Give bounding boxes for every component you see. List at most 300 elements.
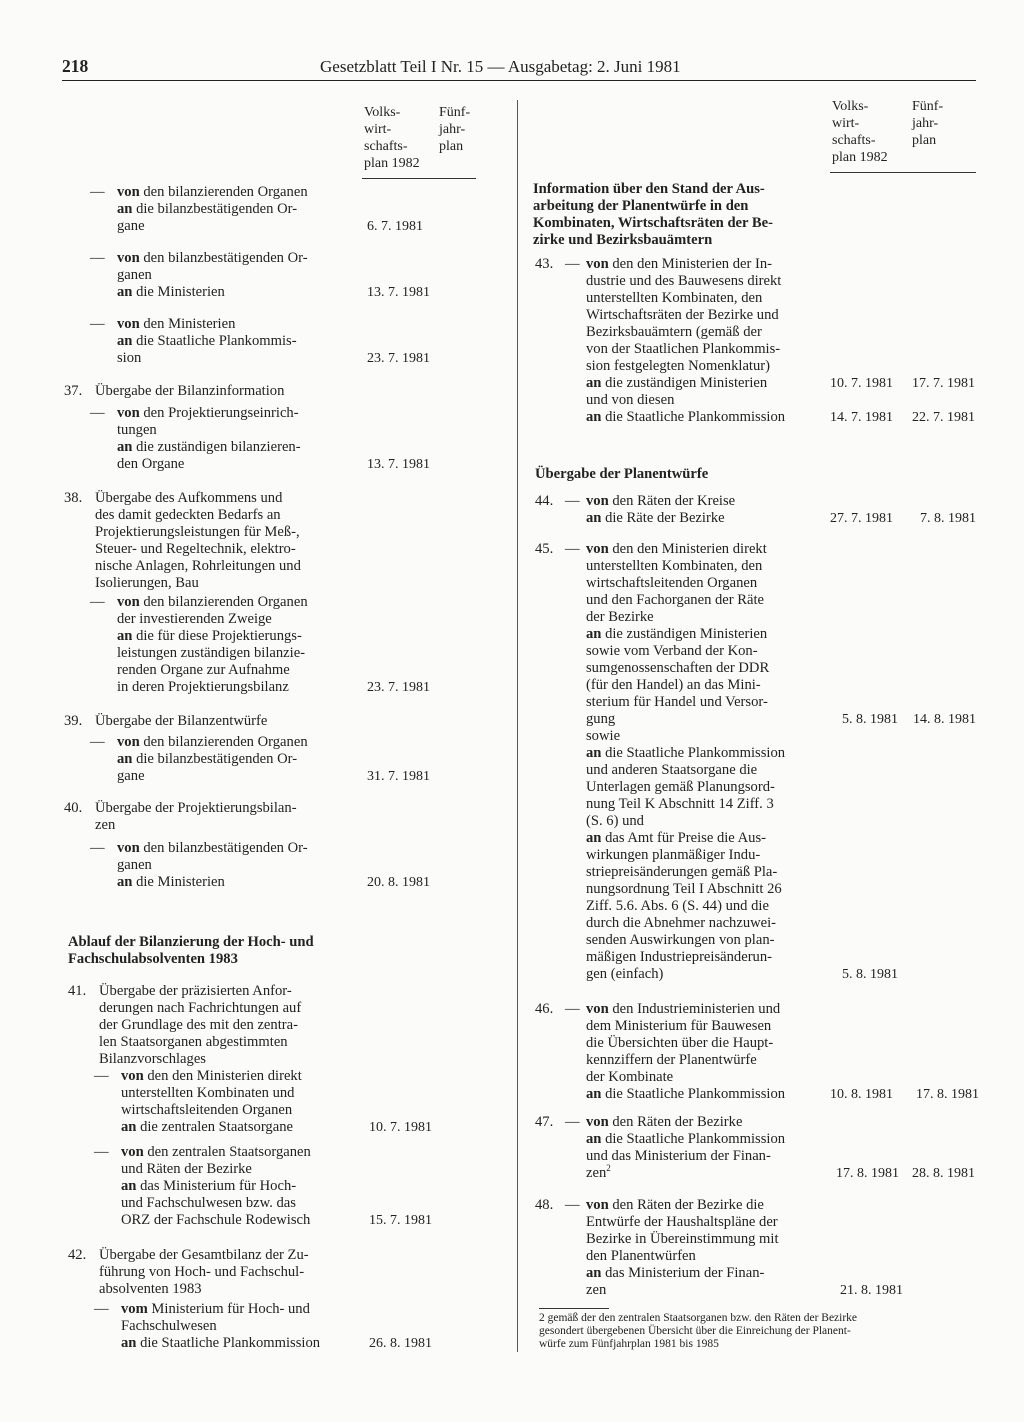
text-line <box>117 611 357 628</box>
footnote <box>539 1312 989 1351</box>
text-line <box>586 1148 826 1165</box>
text-fragment: den den Ministerien direkt <box>608 541 767 557</box>
entry-number: 44. <box>535 493 554 509</box>
text-line <box>586 392 826 409</box>
keyword: von <box>117 184 140 200</box>
keyword: an <box>586 830 602 846</box>
text-line <box>586 813 826 830</box>
date-value: 5. 8. 1981 <box>842 712 898 727</box>
entry-text <box>586 1001 826 1103</box>
text-line <box>95 575 417 592</box>
column-divider <box>517 100 518 1352</box>
text-line <box>586 966 826 983</box>
text-fragment: leistungen zuständigen bilanzie- <box>117 645 306 661</box>
text-line <box>95 490 417 507</box>
keyword: von <box>117 250 140 266</box>
text-line <box>586 1018 826 1035</box>
date-value: 17. 7. 1981 <box>912 376 975 391</box>
footnote-rule <box>539 1308 609 1309</box>
text-line <box>586 915 826 932</box>
keyword: von <box>117 734 140 750</box>
entry-number: 42. <box>68 1247 87 1263</box>
text-fragment: die Übersichten über die Haupt- <box>586 1035 774 1051</box>
keyword: an <box>117 628 133 644</box>
keyword: von <box>586 1197 609 1213</box>
entry-text <box>121 1144 361 1229</box>
date-value: 21. 8. 1981 <box>840 1283 903 1298</box>
text-line <box>117 628 357 645</box>
keyword: von <box>121 1068 144 1084</box>
text-line <box>99 983 359 1000</box>
text-fragment: den bilanzierenden Organen <box>139 184 308 200</box>
text-fragment: die Staatliche Plankommission <box>136 1335 321 1351</box>
heading-line: Ablauf der Bilanzierung der Hoch- und <box>68 934 314 950</box>
entry-text <box>121 1068 361 1136</box>
text-line <box>586 949 826 966</box>
text-line <box>117 422 357 439</box>
keyword: an <box>586 626 602 642</box>
text-line <box>117 840 357 857</box>
text-fragment: der Grundlage des mit den zentra- <box>99 1017 298 1033</box>
text-line <box>586 711 826 728</box>
date-value: 14. 7. 1981 <box>830 410 893 425</box>
text-line <box>586 1114 826 1131</box>
date-value: 31. 7. 1981 <box>367 769 430 784</box>
dash-marker: — <box>94 1144 109 1160</box>
dash-marker: — <box>90 184 105 200</box>
text-line <box>586 324 826 341</box>
date-value: 10. 7. 1981 <box>369 1120 432 1135</box>
text-line <box>586 1086 826 1103</box>
text-line <box>586 694 826 711</box>
text-line <box>99 1051 359 1068</box>
header-line: wirt- <box>364 122 392 137</box>
text-fragment: Isolierungen, Bau <box>95 575 199 591</box>
entry-number: 45. <box>535 541 554 557</box>
right-header-rule <box>830 172 976 173</box>
text-line <box>117 250 357 267</box>
date-value: 17. 8. 1981 <box>836 1166 899 1181</box>
text-line <box>586 307 826 324</box>
header-line: Volks- <box>364 105 401 120</box>
entry-text <box>586 493 826 527</box>
fjp-header <box>912 98 943 149</box>
text-line <box>121 1144 361 1161</box>
text-fragment: und anderen Staatsorgane die <box>586 762 758 778</box>
text-line <box>586 677 826 694</box>
text-line <box>99 1281 359 1298</box>
text-line <box>586 796 826 813</box>
text-fragment: sion festgelegten Nomenklatur) <box>586 358 770 374</box>
keyword: von <box>117 405 140 421</box>
header-line: Volks- <box>832 99 869 114</box>
text-fragment: striepreisänderungen gemäß Pla- <box>586 864 778 880</box>
text-fragment: Übergabe der Bilanzinformation <box>95 383 285 399</box>
text-line <box>586 1265 826 1282</box>
text-fragment: mäßigen Industriepreisänderun- <box>586 949 773 965</box>
text-fragment: Bezirksbauämtern (gemäß der <box>586 324 762 340</box>
text-fragment: den bilanzierenden Organen <box>139 734 308 750</box>
text-line <box>586 1214 826 1231</box>
date-value: 27. 7. 1981 <box>830 511 893 526</box>
keyword: an <box>117 201 133 217</box>
text-fragment: das Ministerium für Hoch- <box>136 1178 297 1194</box>
text-fragment: sterium für Handel und Versor- <box>586 694 768 710</box>
text-fragment: die zuständigen bilanzieren- <box>132 439 301 455</box>
entry-number: 37. <box>64 383 83 399</box>
text-fragment: nungsordnung Teil I Abschnitt 26 <box>586 881 782 897</box>
text-fragment: sowie <box>586 728 621 744</box>
text-line <box>586 409 826 426</box>
entry-text <box>117 250 357 301</box>
text-line <box>117 768 357 785</box>
keyword: von <box>117 840 140 856</box>
text-line <box>121 1212 361 1229</box>
text-fragment: ganen <box>117 857 152 873</box>
text-line <box>586 1282 826 1299</box>
text-fragment: Übergabe der Projektierungsbilan- <box>95 800 297 816</box>
text-line <box>117 456 357 473</box>
text-fragment: Unterlagen gemäß Planungsord- <box>586 779 775 795</box>
keyword: von <box>586 1001 609 1017</box>
text-fragment: der Bezirke <box>586 609 654 625</box>
text-fragment: dustrie und des Bauwesens direkt <box>586 273 782 289</box>
keyword: an <box>586 409 602 425</box>
text-fragment: in deren Projektierungsbilanz <box>117 679 289 695</box>
dash-marker: — <box>90 840 105 856</box>
text-fragment: den bilanzierenden Organen <box>139 594 308 610</box>
dash-marker: — <box>94 1068 109 1084</box>
text-fragment: die zentralen Staatsorgane <box>136 1119 293 1135</box>
text-line <box>95 558 417 575</box>
text-fragment: Bilanzvorschlages <box>99 1051 206 1067</box>
text-line <box>121 1102 361 1119</box>
text-line <box>117 267 357 284</box>
text-fragment: Übergabe des Aufkommens und <box>95 490 283 506</box>
text-fragment: den Ministerien <box>139 316 236 332</box>
text-line <box>586 592 826 609</box>
text-line <box>117 333 357 350</box>
text-line <box>95 507 417 524</box>
keyword: von <box>586 256 609 272</box>
dash-marker: — <box>94 1301 109 1317</box>
text-line <box>586 358 826 375</box>
text-fragment: Ziff. 5.6. Abs. 6 (S. 44) und die <box>586 898 769 914</box>
text-line <box>121 1161 361 1178</box>
text-line <box>121 1119 361 1136</box>
heading-line: Information über den Stand der Aus- <box>533 181 765 197</box>
text-fragment: den bilanzbestätigenden Or- <box>139 840 308 856</box>
page-number: 218 <box>62 56 89 76</box>
text-line <box>99 1247 359 1264</box>
text-line <box>117 679 357 696</box>
keyword: von <box>586 493 609 509</box>
keyword: an <box>117 333 133 349</box>
entry-number: 46. <box>535 1001 554 1017</box>
text-line <box>117 751 357 768</box>
text-line <box>117 316 357 333</box>
text-line <box>586 728 826 745</box>
text-line <box>99 1000 359 1017</box>
text-fragment: Übergabe der Gesamtbilanz der Zu- <box>99 1247 309 1263</box>
date-value: 10. 7. 1981 <box>830 376 893 391</box>
text-line <box>586 541 826 558</box>
text-line <box>586 847 826 864</box>
text-fragment: und Räten der Bezirke <box>121 1161 252 1177</box>
text-line <box>121 1178 361 1195</box>
vwp-header <box>832 98 888 166</box>
date-value: 5. 8. 1981 <box>842 967 898 982</box>
text-fragment: zen <box>95 817 116 833</box>
text-fragment: führung von Hoch- und Fachschul- <box>99 1264 305 1280</box>
text-fragment: die bilanzbestätigenden Or- <box>132 751 298 767</box>
entry-number: 38. <box>64 490 83 506</box>
entry-text <box>99 983 359 1068</box>
keyword: von <box>121 1144 144 1160</box>
text-fragment: den Räten der Bezirke die <box>608 1197 764 1213</box>
heading-line: zirke und Bezirksbauämtern <box>533 232 713 248</box>
text-fragment: kennziffern der Planentwürfe <box>586 1052 757 1068</box>
text-line <box>117 284 357 301</box>
text-fragment: den Industrieministerien und <box>608 1001 781 1017</box>
text-line <box>586 1231 826 1248</box>
text-line <box>117 439 357 456</box>
heading-line: arbeitung der Planentwürfe in den <box>533 198 749 214</box>
text-line <box>586 273 826 290</box>
section-heading-information <box>533 181 773 249</box>
text-line <box>95 713 417 730</box>
entry-number: 47. <box>535 1114 554 1130</box>
text-line <box>586 864 826 881</box>
entry-text <box>586 1197 826 1299</box>
text-fragment: unterstellten Kombinaten, den <box>586 558 763 574</box>
text-line <box>117 405 357 422</box>
text-line <box>586 643 826 660</box>
text-line <box>121 1301 361 1318</box>
text-fragment: die zuständigen Ministerien <box>601 626 768 642</box>
entry-text <box>117 184 357 235</box>
date-value: 7. 8. 1981 <box>920 511 976 526</box>
entry-number: 39. <box>64 713 83 729</box>
text-fragment: die Staatliche Plankommission <box>601 1086 786 1102</box>
entry-number: 43. <box>535 256 554 272</box>
keyword: an <box>586 745 602 761</box>
text-fragment: den zentralen Staatsorganen <box>143 1144 311 1160</box>
section-heading-uebergabe: Übergabe der Planentwürfe <box>535 466 709 482</box>
keyword: an <box>117 439 133 455</box>
text-fragment: Bezirke in Übereinstimmung mit <box>586 1231 779 1247</box>
text-line <box>117 594 357 611</box>
text-fragment: des damit gedeckten Bedarfs an <box>95 507 281 523</box>
text-fragment: die Staatliche Plankommis- <box>132 333 297 349</box>
text-line <box>586 745 826 762</box>
keyword: an <box>586 1086 602 1102</box>
text-fragment: den den Ministerien direkt <box>143 1068 302 1084</box>
text-fragment: gung <box>586 711 616 727</box>
text-line <box>121 1335 361 1352</box>
date-value: 14. 8. 1981 <box>913 712 976 727</box>
entry-text <box>95 800 417 834</box>
footnote-line: gesondert übergebenen Übersicht über die Einreichung der Planent- <box>539 1325 851 1337</box>
text-line <box>586 1248 826 1265</box>
text-line <box>586 609 826 626</box>
text-fragment: sumgenossenschaften der DDR <box>586 660 770 676</box>
text-line <box>95 524 417 541</box>
text-fragment: das Amt für Preise die Aus- <box>601 830 766 846</box>
text-fragment: der Kombinate <box>586 1069 674 1085</box>
date-value: 23. 7. 1981 <box>367 680 430 695</box>
text-fragment: und den Fachorganen der Räte <box>586 592 765 608</box>
text-fragment: len Staatsorganen abgestimmten <box>99 1034 288 1050</box>
dash-marker: — <box>90 734 105 750</box>
running-title: Gesetzblatt Teil I Nr. 15 — Ausgabetag: 2. Juni 1981 <box>320 57 681 76</box>
text-fragment: der investierenden Zweige <box>117 611 272 627</box>
text-line <box>117 662 357 679</box>
header-line: wirt- <box>832 116 860 131</box>
fjp-header <box>439 104 470 155</box>
dash-marker: — <box>565 256 580 272</box>
keyword: an <box>117 751 133 767</box>
text-line <box>117 218 357 235</box>
date-value: 15. 7. 1981 <box>369 1213 432 1228</box>
entry-text <box>95 490 417 592</box>
header-line: schafts- <box>364 139 408 154</box>
keyword: vom <box>121 1301 148 1317</box>
date-value: 28. 8. 1981 <box>912 1166 975 1181</box>
text-fragment: Projektierungsleistungen für Meß-, <box>95 524 300 540</box>
text-line <box>586 1069 826 1086</box>
text-fragment: den den Ministerien der In- <box>608 256 773 272</box>
text-fragment: und das Ministerium der Finan- <box>586 1148 771 1164</box>
text-line <box>586 290 826 307</box>
text-fragment: wirtschaftsleitenden Organen <box>121 1102 293 1118</box>
text-line <box>121 1068 361 1085</box>
text-fragment: wirkungen planmäßiger Indu- <box>586 847 761 863</box>
text-fragment: nische Anlagen, Rohrleitungen und <box>95 558 301 574</box>
text-line <box>586 898 826 915</box>
entry-number: 48. <box>535 1197 554 1213</box>
dash-marker: — <box>90 316 105 332</box>
text-fragment: zen <box>586 1282 607 1298</box>
text-fragment: das Ministerium der Finan- <box>601 1265 765 1281</box>
date-value: 13. 7. 1981 <box>367 285 430 300</box>
text-fragment: zen <box>586 1165 607 1181</box>
footnote-line: 2 gemäß der den zentralen Staatsorganen bzw. den Räten der Bezirke <box>539 1312 858 1324</box>
text-fragment: den Projektierungseinrich- <box>139 405 299 421</box>
header-line: jahr- <box>439 122 466 137</box>
text-line <box>95 383 417 400</box>
text-fragment: sion <box>117 350 142 366</box>
text-fragment: den Räten der Kreise <box>608 493 736 509</box>
text-fragment: die für diese Projektierungs- <box>132 628 302 644</box>
keyword: an <box>586 1131 602 1147</box>
keyword: an <box>586 1265 602 1281</box>
text-fragment: die Ministerien <box>132 874 225 890</box>
entry-text <box>99 1247 359 1298</box>
text-fragment: unterstellten Kombinaten, den <box>586 290 763 306</box>
dash-marker: — <box>90 405 105 421</box>
entry-text <box>586 256 826 426</box>
text-fragment: und Fachschulwesen bzw. das <box>121 1195 296 1211</box>
text-line <box>586 660 826 677</box>
dash-marker: — <box>565 493 580 509</box>
text-line <box>121 1318 361 1335</box>
text-line <box>586 493 826 510</box>
dash-marker: — <box>565 1197 580 1213</box>
text-fragment: den Planentwürfen <box>586 1248 696 1264</box>
text-fragment: Übergabe der Bilanzentwürfe <box>95 713 268 729</box>
text-line <box>586 375 826 392</box>
text-fragment: die Staatliche Plankommission <box>601 1131 786 1147</box>
text-line <box>99 1264 359 1281</box>
text-fragment: unterstellten Kombinaten und <box>121 1085 295 1101</box>
text-line <box>586 256 826 273</box>
header-line: plan 1982 <box>832 150 888 165</box>
header-rule <box>62 80 976 81</box>
header-line: plan <box>439 139 464 154</box>
text-line <box>586 1052 826 1069</box>
text-line <box>117 350 357 367</box>
date-value: 22. 7. 1981 <box>912 410 975 425</box>
dash-marker: — <box>565 541 580 557</box>
text-fragment: gane <box>117 768 145 784</box>
text-line <box>95 817 417 834</box>
text-fragment: Wirtschaftsräten der Bezirke und <box>586 307 779 323</box>
entry-text <box>586 541 826 983</box>
text-fragment: Entwürfe der Haushaltspläne der <box>586 1214 778 1230</box>
header-line: schafts- <box>832 133 876 148</box>
keyword: von <box>586 1114 609 1130</box>
text-line <box>586 575 826 592</box>
text-fragment: ganen <box>117 267 152 283</box>
entry-text <box>117 594 357 696</box>
keyword: von <box>586 541 609 557</box>
text-line <box>121 1195 361 1212</box>
entry-text <box>95 713 417 730</box>
entry-text <box>117 734 357 785</box>
text-fragment: durch die Abnehmer nachzuwei- <box>586 915 777 931</box>
text-line <box>117 857 357 874</box>
text-fragment: 2 <box>606 1163 611 1174</box>
keyword: an <box>121 1119 137 1135</box>
text-fragment: Ministerium für Hoch- und <box>147 1301 310 1317</box>
text-fragment: und von diesen <box>586 392 675 408</box>
text-fragment: absolventen 1983 <box>99 1281 202 1297</box>
text-fragment: ORZ der Fachschule Rodewisch <box>121 1212 311 1228</box>
text-fragment: die Ministerien <box>132 284 225 300</box>
text-fragment: Fachschulwesen <box>121 1318 217 1334</box>
text-fragment: den Räten der Bezirke <box>608 1114 743 1130</box>
text-fragment: wirtschaftsleitenden Organen <box>586 575 758 591</box>
text-fragment: von der Staatlichen Plankommis- <box>586 341 781 357</box>
text-fragment: gen (einfach) <box>586 966 664 982</box>
text-fragment: dem Ministerium für Bauwesen <box>586 1018 772 1034</box>
keyword: von <box>117 594 140 610</box>
keyword: an <box>586 510 602 526</box>
text-fragment: renden Organe zur Aufnahme <box>117 662 290 678</box>
section-heading-hochschul <box>68 934 314 968</box>
date-value: 13. 7. 1981 <box>367 457 430 472</box>
text-line <box>586 1001 826 1018</box>
text-line <box>586 881 826 898</box>
text-line <box>586 510 826 527</box>
text-fragment: (für den Handel) an das Mini- <box>586 677 761 693</box>
header-line: Fünf- <box>439 105 471 120</box>
text-fragment: die Staatliche Plankommission <box>601 409 786 425</box>
text-line <box>95 541 417 558</box>
date-value: 20. 8. 1981 <box>367 875 430 890</box>
footnote-line: würfe zum Fünfjahrplan 1981 bis 1985 <box>539 1338 719 1350</box>
